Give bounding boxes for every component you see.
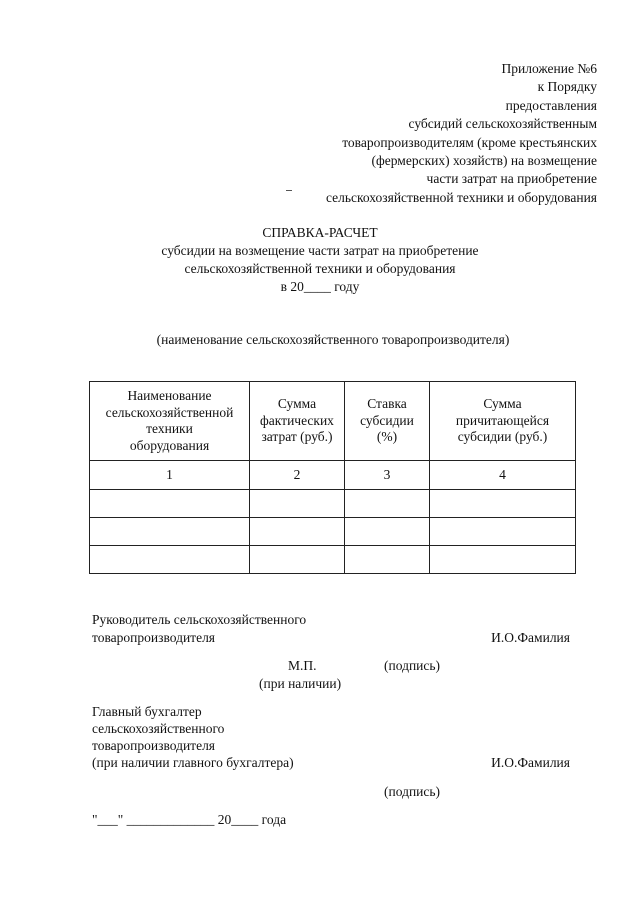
column-number: 3 (345, 461, 430, 490)
column-number: 2 (250, 461, 345, 490)
head-title-line-1: Руководитель сельскохозяйственного (92, 612, 307, 627)
table-cell (430, 490, 576, 518)
column-number: 1 (90, 461, 250, 490)
date-line: "___" _____________ 20____ года (92, 812, 287, 827)
accountant-line-4: (при наличии главного бухгалтера) (92, 755, 294, 770)
header-actual-costs: Сумма фактических затрат (руб.) (250, 382, 345, 461)
appendix-line: товаропроизводителям (кроме крестьянских (342, 134, 597, 150)
appendix-line: (фермерских) хозяйств) на возмещение (371, 153, 597, 169)
column-number: 4 (430, 461, 576, 490)
table-cell (430, 518, 576, 546)
table-cell (345, 518, 430, 546)
signature-label-accountant: (подпись) (384, 784, 441, 799)
table-header-row (90, 382, 576, 461)
appendix-line: к Порядку (537, 79, 597, 95)
accountant-name: И.О.Фамилия (491, 755, 570, 770)
head-name: И.О.Фамилия (491, 630, 570, 645)
header-subsidy-amount: Сумма причитающейся субсидии (руб.) (430, 382, 576, 461)
document-title (0, 224, 640, 296)
appendix-line: Приложение №6 (501, 61, 597, 76)
title-line-1: субсидии на возмещение части затрат на приобретение (161, 243, 479, 258)
scan-mark (286, 190, 292, 191)
table-cell (345, 490, 430, 518)
title-line-2: сельскохозяйственной техники и оборудования (184, 261, 456, 276)
table-cell (90, 490, 250, 518)
table-cell (250, 490, 345, 518)
calculation-table (89, 381, 576, 574)
table-row (90, 546, 576, 574)
header-equipment-name: Наименование сельскохозяйственной техники оборудования (90, 382, 250, 461)
head-title-line-2: товаропроизводителя (92, 630, 216, 645)
table-cell (90, 518, 250, 546)
header-subsidy-rate: Ставка субсидии (%) (345, 382, 430, 461)
appendix-line: сельскохозяйственной техники и оборудования (325, 189, 597, 205)
table-row (90, 518, 576, 546)
table-cell (430, 546, 576, 574)
title-heading: СПРАВКА-РАСЧЕТ (262, 225, 378, 240)
table-number-row (90, 461, 576, 490)
appendix-line: субсидий сельскохозяйственным (408, 116, 597, 132)
accountant-line-3: товаропроизводителя (92, 738, 216, 753)
accountant-line-2: сельскохозяйственного (92, 721, 225, 736)
stamp-note: (при наличии) (259, 676, 342, 691)
table-cell (250, 546, 345, 574)
stamp-label: М.П. (288, 658, 317, 673)
appendix-line: предоставления (505, 97, 597, 113)
appendix-block (326, 60, 597, 207)
accountant-line-1: Главный бухгалтер (92, 704, 202, 719)
table-cell (250, 518, 345, 546)
producer-caption: (наименование сельскохозяйственного товаропроизводителя) (156, 332, 510, 347)
table-cell (345, 546, 430, 574)
table-row (90, 490, 576, 518)
appendix-line: части затрат на приобретение (426, 171, 597, 187)
table-cell (90, 546, 250, 574)
signature-label-head: (подпись) (384, 658, 441, 673)
title-line-3: в 20____ году (280, 279, 360, 294)
